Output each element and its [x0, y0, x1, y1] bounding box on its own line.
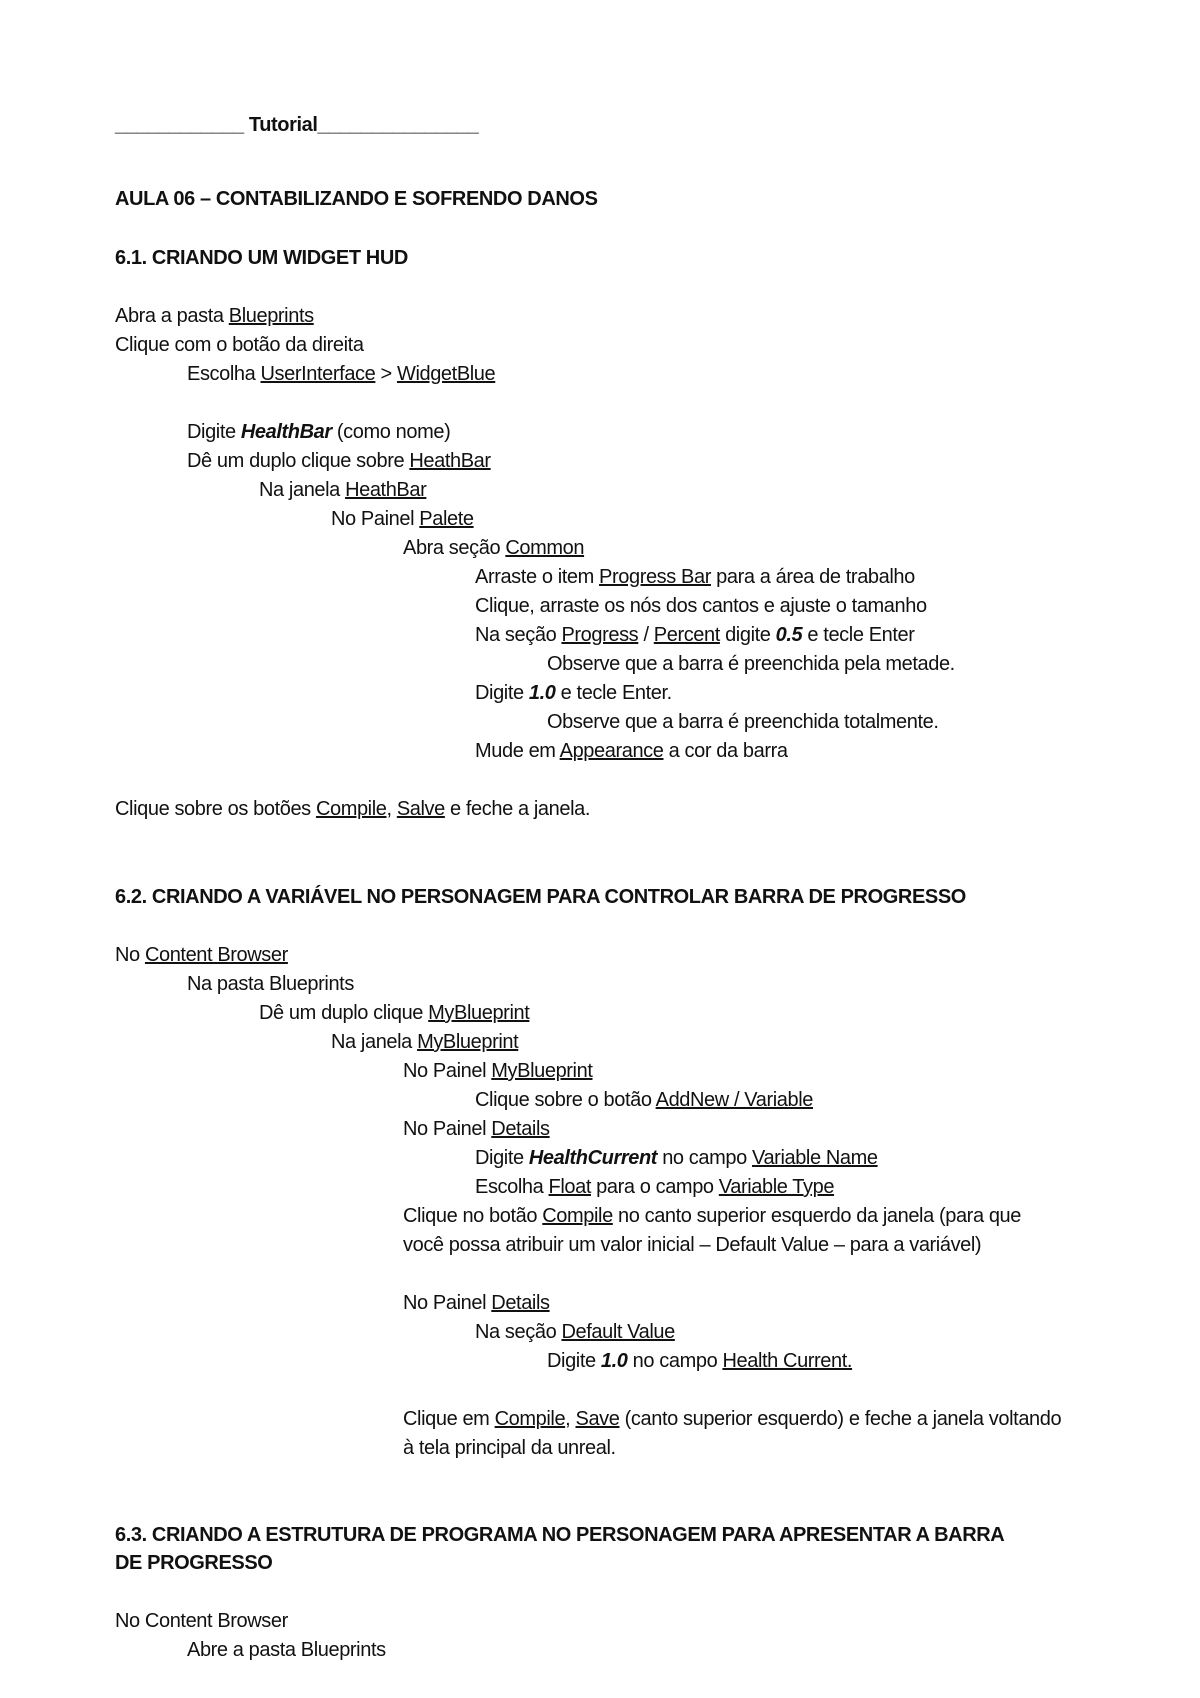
lesson-title: AULA 06 – CONTABILIZANDO E SOFRENDO DANOS: [115, 188, 598, 210]
step-line: Dê um duplo clique MyBlueprint: [259, 1002, 530, 1024]
step-line: Escolha UserInterface > WidgetBlue: [187, 363, 496, 385]
step-line: Na seção Progress / Percent digite 0.5 e tecle Enter: [475, 624, 915, 646]
section-6-1-title: 6.1. CRIANDO UM WIDGET HUD: [115, 247, 408, 269]
blueprints-link: Blueprints: [228, 305, 314, 327]
step-line: Clique sobre o botão AddNew / Variable: [475, 1089, 813, 1111]
step-line: No Content Browser: [115, 944, 288, 966]
step-line: Arraste o item Progress Bar para a área de trabalho: [475, 566, 915, 588]
step-line: Na janela HeathBar: [259, 479, 427, 501]
step-line: Dê um duplo clique sobre HeathBar: [187, 450, 491, 472]
widgetblue-link: WidgetBlue: [396, 363, 496, 385]
step-line: Clique no botão Compile no canto superior esquerdo da janela (para que: [403, 1205, 1021, 1227]
healthbar-name: HealthBar: [240, 421, 332, 443]
step-line: Clique, arraste os nós dos cantos e ajuste o tamanho: [475, 595, 927, 617]
step-line: Digite 1.0 e tecle Enter.: [475, 682, 672, 704]
step-line: Escolha Float para o campo Variable Type: [475, 1176, 835, 1198]
section-6-3-title: 6.3. CRIANDO A ESTRUTURA DE PROGRAMA NO PERSONAGEM PARA APRESENTAR A BARRA: [115, 1524, 1005, 1546]
step-line: No Painel MyBlueprint: [403, 1060, 593, 1082]
step-line: Observe que a barra é preenchida pela metade.: [547, 653, 955, 675]
step-line: No Painel Details: [403, 1118, 550, 1140]
step-line: Na seção Default Value: [475, 1321, 675, 1343]
step-line: No Content Browser: [115, 1610, 288, 1632]
header-label: Tutorial: [248, 114, 318, 136]
step-line: Mude em Appearance a cor da barra: [475, 740, 788, 762]
step-line: Abre a pasta Blueprints: [187, 1639, 386, 1661]
tutorial-header: [115, 112, 478, 138]
step-line: Clique em Compile, Save (canto superior esquerdo) e feche a janela voltando: [403, 1408, 1062, 1430]
step-line: Digite HealthCurrent no campo Variable Name: [475, 1147, 878, 1169]
step-line: à tela principal da unreal.: [403, 1437, 616, 1459]
step-line: Abra a pasta Blueprints: [115, 305, 314, 327]
step-line: Clique com o botão da direita: [115, 334, 364, 356]
header-rule-left: ____________: [115, 114, 244, 136]
userinterface-link: UserInterface: [260, 363, 376, 385]
step-line: Na pasta Blueprints: [187, 973, 354, 995]
step-line: Digite 1.0 no campo Health Current.: [547, 1350, 853, 1372]
section-6-2-title: 6.2. CRIANDO A VARIÁVEL NO PERSONAGEM PARA CONTROLAR BARRA DE PROGRESSO: [115, 886, 966, 908]
step-line: Abra seção Common: [403, 537, 585, 559]
step-line: Digite HealthBar (como nome): [187, 421, 451, 443]
step-line: No Painel Details: [403, 1292, 550, 1314]
section-6-3-title-cont: DE PROGRESSO: [115, 1552, 273, 1574]
step-line: Observe que a barra é preenchida totalmente.: [547, 711, 939, 733]
step-line: Na janela MyBlueprint: [331, 1031, 519, 1053]
step-line: No Painel Palete: [331, 508, 474, 530]
header-rule-right: _______________: [317, 114, 479, 136]
step-line: Clique sobre os botões Compile, Salve e feche a janela.: [115, 798, 590, 820]
step-line: você possa atribuir um valor inicial – Default Value – para a variável): [403, 1234, 982, 1256]
